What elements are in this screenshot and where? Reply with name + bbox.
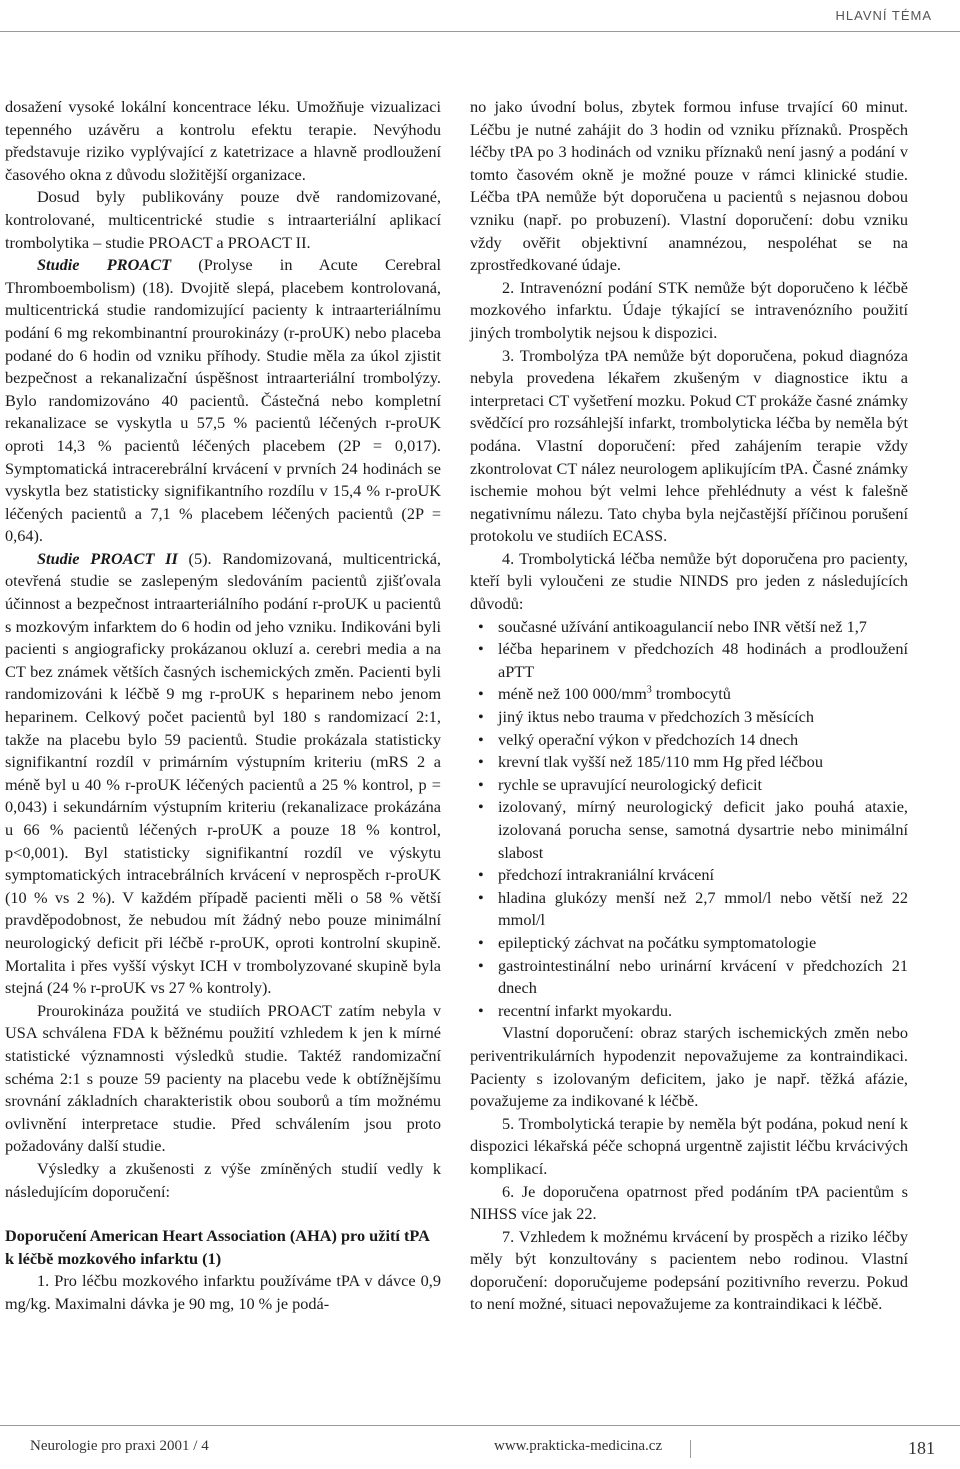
footer-rule — [0, 1425, 960, 1426]
paragraph: dosažení vysoké lokální koncentrace léku. Umožňuje vizualizaci tepenného uzávěru a kontrolu efektu terapie. Nevýhodu představuje riziko vyplývající z katetrizace a hlavně prodloužení časového okna z důvodu složitější organizace. — [5, 97, 441, 184]
exclusion-list — [470, 616, 908, 1023]
list-item-text: méně než 100 000/mm — [498, 684, 647, 704]
list-item: • recentní infarkt myokardu. — [498, 1000, 908, 1023]
section-label: HLAVNÍ TÉMA — [835, 8, 932, 23]
paragraph: 1. Pro léčbu mozkového infarktu používáme tPA v dávce 0,9 mg/kg. Maximalni dávka je 90 mg, 10 % je podá- — [5, 1271, 441, 1313]
journal-name: Neurologie pro praxi 2001 / 4 — [30, 1438, 209, 1454]
footer-divider — [690, 1440, 691, 1458]
paragraph: Prourokináza použitá ve studiích PROACT zatím nebyla v USA schválena FDA k běžnému použití vzhledem k jen k mírné statistické významnosti výsledků studie. Taktéž randomizační schéma 2:1 s pouze 59 pacienty na placebu vede k obtížnějšímu srovnání základních charakteristik obou souborů a tím možnému ovlivnění interpretace studie. Před schválením jsou proto požadovány další studie. — [5, 1000, 441, 1156]
list-item: • léčba heparinem v předchozích 48 hodinách a prodloužení aPTT — [498, 638, 908, 683]
paragraph: 5. Trombolytická terapie by neměla být podána, pokud není k dispozici lékařská péče schopná urgentně zajistit léčbu krvácivých komplikací. — [470, 1113, 908, 1178]
page-footer — [0, 1418, 960, 1469]
list-item: • gastrointestinální nebo urinární krvácení v předchozích 21 dnech — [498, 955, 908, 1000]
website-link[interactable]: www.prakticka-medicina.cz — [494, 1438, 663, 1454]
list-item — [498, 683, 908, 706]
paragraph: 6. Je doporučena opatrnost před podáním tPA pacientům s NIHSS více jak 22. — [470, 1181, 908, 1224]
paragraph: Vlastní doporučení: obraz starých ischemických změn nebo periventrikulárních hypodenzit nepovažujeme za kontraindikaci. Pacienty s izolovaným deficitem, jako je např. těžká afázie, považujeme za indikované k léčbě. — [470, 1023, 908, 1111]
list-item-text: trombocytů — [651, 684, 731, 704]
page-header — [0, 0, 960, 34]
list-item: • rychle se upravující neurologický deficit — [498, 774, 908, 797]
study-title-proact: Studie PROACT — [37, 255, 172, 275]
paragraph: 7. Vzhledem k možnému krvácení by prospěch a riziko léčby měly být konzultovány s pacientem nebo rodinou. Vlastní doporučení: doporučujeme podepsání pozitivního reverzu. Pokud to není možné, situaci nepovažujeme za kontraindikaci k léčbě. — [470, 1226, 908, 1314]
paragraph: 3. Trombolýza tPA nemůže být doporučena, pokud diagnóza nebyla provedena lékařem zkušeným v diagnostice iktu a interpretaci CT vyšetření mozku. Pokud CT prokáže časné známky svědčící pro rozsáhlejší infarkt, trombolyticka léčba by neměla být podána. Vlastní doporučení: před zahájením terapie vždy zkontrolovat CT nález neurologem aplikujícím tPA. Časné známky ischemie mohou být velmi lehce přehlédnuty a vést k falešně negativnímu nálezu. Tato chyba byla nejčastější příčinou porušení protokolu ve studiích ECASS. — [470, 345, 908, 546]
left-column — [5, 96, 441, 1315]
paragraph: Výsledky a zkušenosti z výše zmíněných studií vedly k následujícím doporučení: — [5, 1158, 441, 1201]
paragraph: Dosud byly publikovány pouze dvě randomizované, kontrolované, multicentrické studie s intraarteriální aplikací trombolytika – studie PROACT a PROACT II. — [5, 187, 441, 252]
paragraph: 4. Trombolytická léčba nemůže být doporučena pro pacienty, kteří byli vyloučeni ze studie NINDS pro jeden z následujících důvodů: — [470, 548, 908, 614]
list-item: • současné užívání antikoagulancií nebo INR větší než 1,7 — [498, 616, 908, 639]
page-number: 181 — [908, 1438, 935, 1458]
list-item: • krevní tlak vyšší než 185/110 mm Hg před léčbou — [498, 751, 908, 774]
list-item: • epileptický záchvat na počátku symptomatologie — [498, 932, 908, 955]
paragraph-proact-ii — [5, 548, 441, 1000]
header-rule — [0, 31, 960, 32]
list-item: • izolovaný, mírný neurologický deficit jako pouhá ataxie, izolovaná porucha sense, samotná dysartrie nebo minimální slabost — [498, 796, 908, 864]
paragraph-proact — [5, 254, 441, 548]
list-item: • předchozí intrakraniální krvácení — [498, 864, 908, 887]
section-heading: Doporučení American Heart Association (AHA) pro užití tPA k léčbě mozkového infarktu (1) — [5, 1226, 430, 1268]
list-item: • velký operační výkon v předchozích 14 dnech — [498, 729, 908, 752]
paragraph: 2. Intravenózní podání STK nemůže být doporučeno k léčbě mozkového infarktu. Údaje týkající se intravenózního použití jiných trombolytik nejsou k dispozici. — [470, 277, 908, 342]
study-title-proact-ii: Studie PROACT II — [37, 548, 178, 568]
list-item: • jiný iktus nebo trauma v předchozích 3 měsících — [498, 706, 908, 729]
paragraph-text: (5). Randomizovaná, multicentrická, otevřená studie se zaslepeným sledováním pacientů zjišťovala účinnost a bezpečnost intraarteriálního podání r-proUK u pacientů s mozkovým infarktem do 6 hodin od jeho vzniku. Indikováni byli pacienti s angiograficky prokázanou okluzí a. cerebri media a na CT bez známek větších časných ischemických změn. Pacienti byli randomizováni k léčbě 9 mg r-proUK s heparinem nebo jenom heparinem. Celkový počet pacientů byl 180 s randomizací 2:1, takže na placebu bylo 59 pacientů. Studie prokázala statisticky signifikantní rozdíl v primárním výstupním kriteriu (mRS 2 a méně byl u 40 % r-proUK léčených pacientů a 25 % kontrol, p = 0,043) i sekundárním výstupním kriteriu (rekanalizace prokázána u 66 % pacientů léčených r-proUK a pouze 18 % kontrol, p<0,001). Byl statisticky signifikantní rozdíl ve výskytu symptomatických intracebrálních krvácení v neprospěch r-proUK (10 % vs 2 %). V každém případě pacienti měli o 58 % větší pravděpodobnost, že nebudou mít žádný nebo pouze minimální neurologický deficit při léčbě r-proUK, oproti kontrolní skupině. Mortalita i přes vyšší výskyt ICH v trombolyzované skupině byla stejná (24 % r-proUK vs 27 % kontroly). — [5, 548, 441, 998]
paragraph-text: (Prolyse in Acute Cerebral Thromboembolism) (18). Dvojitě slepá, placebem kontrolovaná, multicentrická studie randomizující pacienty k intraarteriálnímu podání 6 mg rekombinantní prourokinázy (r-proUK) nebo placeba podané do 6 hodin od vzniku příhody. Studie měla za úkol zjistit bezpečnost a rekanalizační úspěšnost intraarteriální trombolýzy. Bylo randomizováno 40 pacientů. Částečná nebo kompletní rekanalizace se vyskytla u 57,5 % pacientů léčených r-proUK oproti 14,3 % pacientů léčených placebem (2P = 0,017). Symptomatická intracerebrální krvácení v prvních 24 hodinách se vyskytla bez statisticky signifikantního rozdílu v 15,4 % r-proUK léčených pacientů a 7,1 % placebem léčených pacientů (2P = 0,64). — [5, 255, 441, 546]
list-item: • hladina glukózy menší než 2,7 mmol/l nebo větší než 22 mmol/l — [498, 887, 908, 932]
superscript: 3 — [646, 685, 652, 697]
right-column — [470, 96, 908, 1316]
paragraph: no jako úvodní bolus, zbytek formou infuse trvající 60 minut. Léčbu je nutné zahájit do 3 hodin od vzniku příznaků. Prospěch léčby tPA po 3 hodinách od vzniku příznaků není jasný a podání v tomto časovém okně je možné pouze v rámci klinické studie. Léčba tPA nemůže být doporučena u pacientů s nejasnou dobou vzniku (např. po probuzení). Vlastní doporučení: dobu vzniku vždy ověřit objektivní anamnézou, nespoléhat se na zprostředkované údaje. — [470, 97, 908, 275]
